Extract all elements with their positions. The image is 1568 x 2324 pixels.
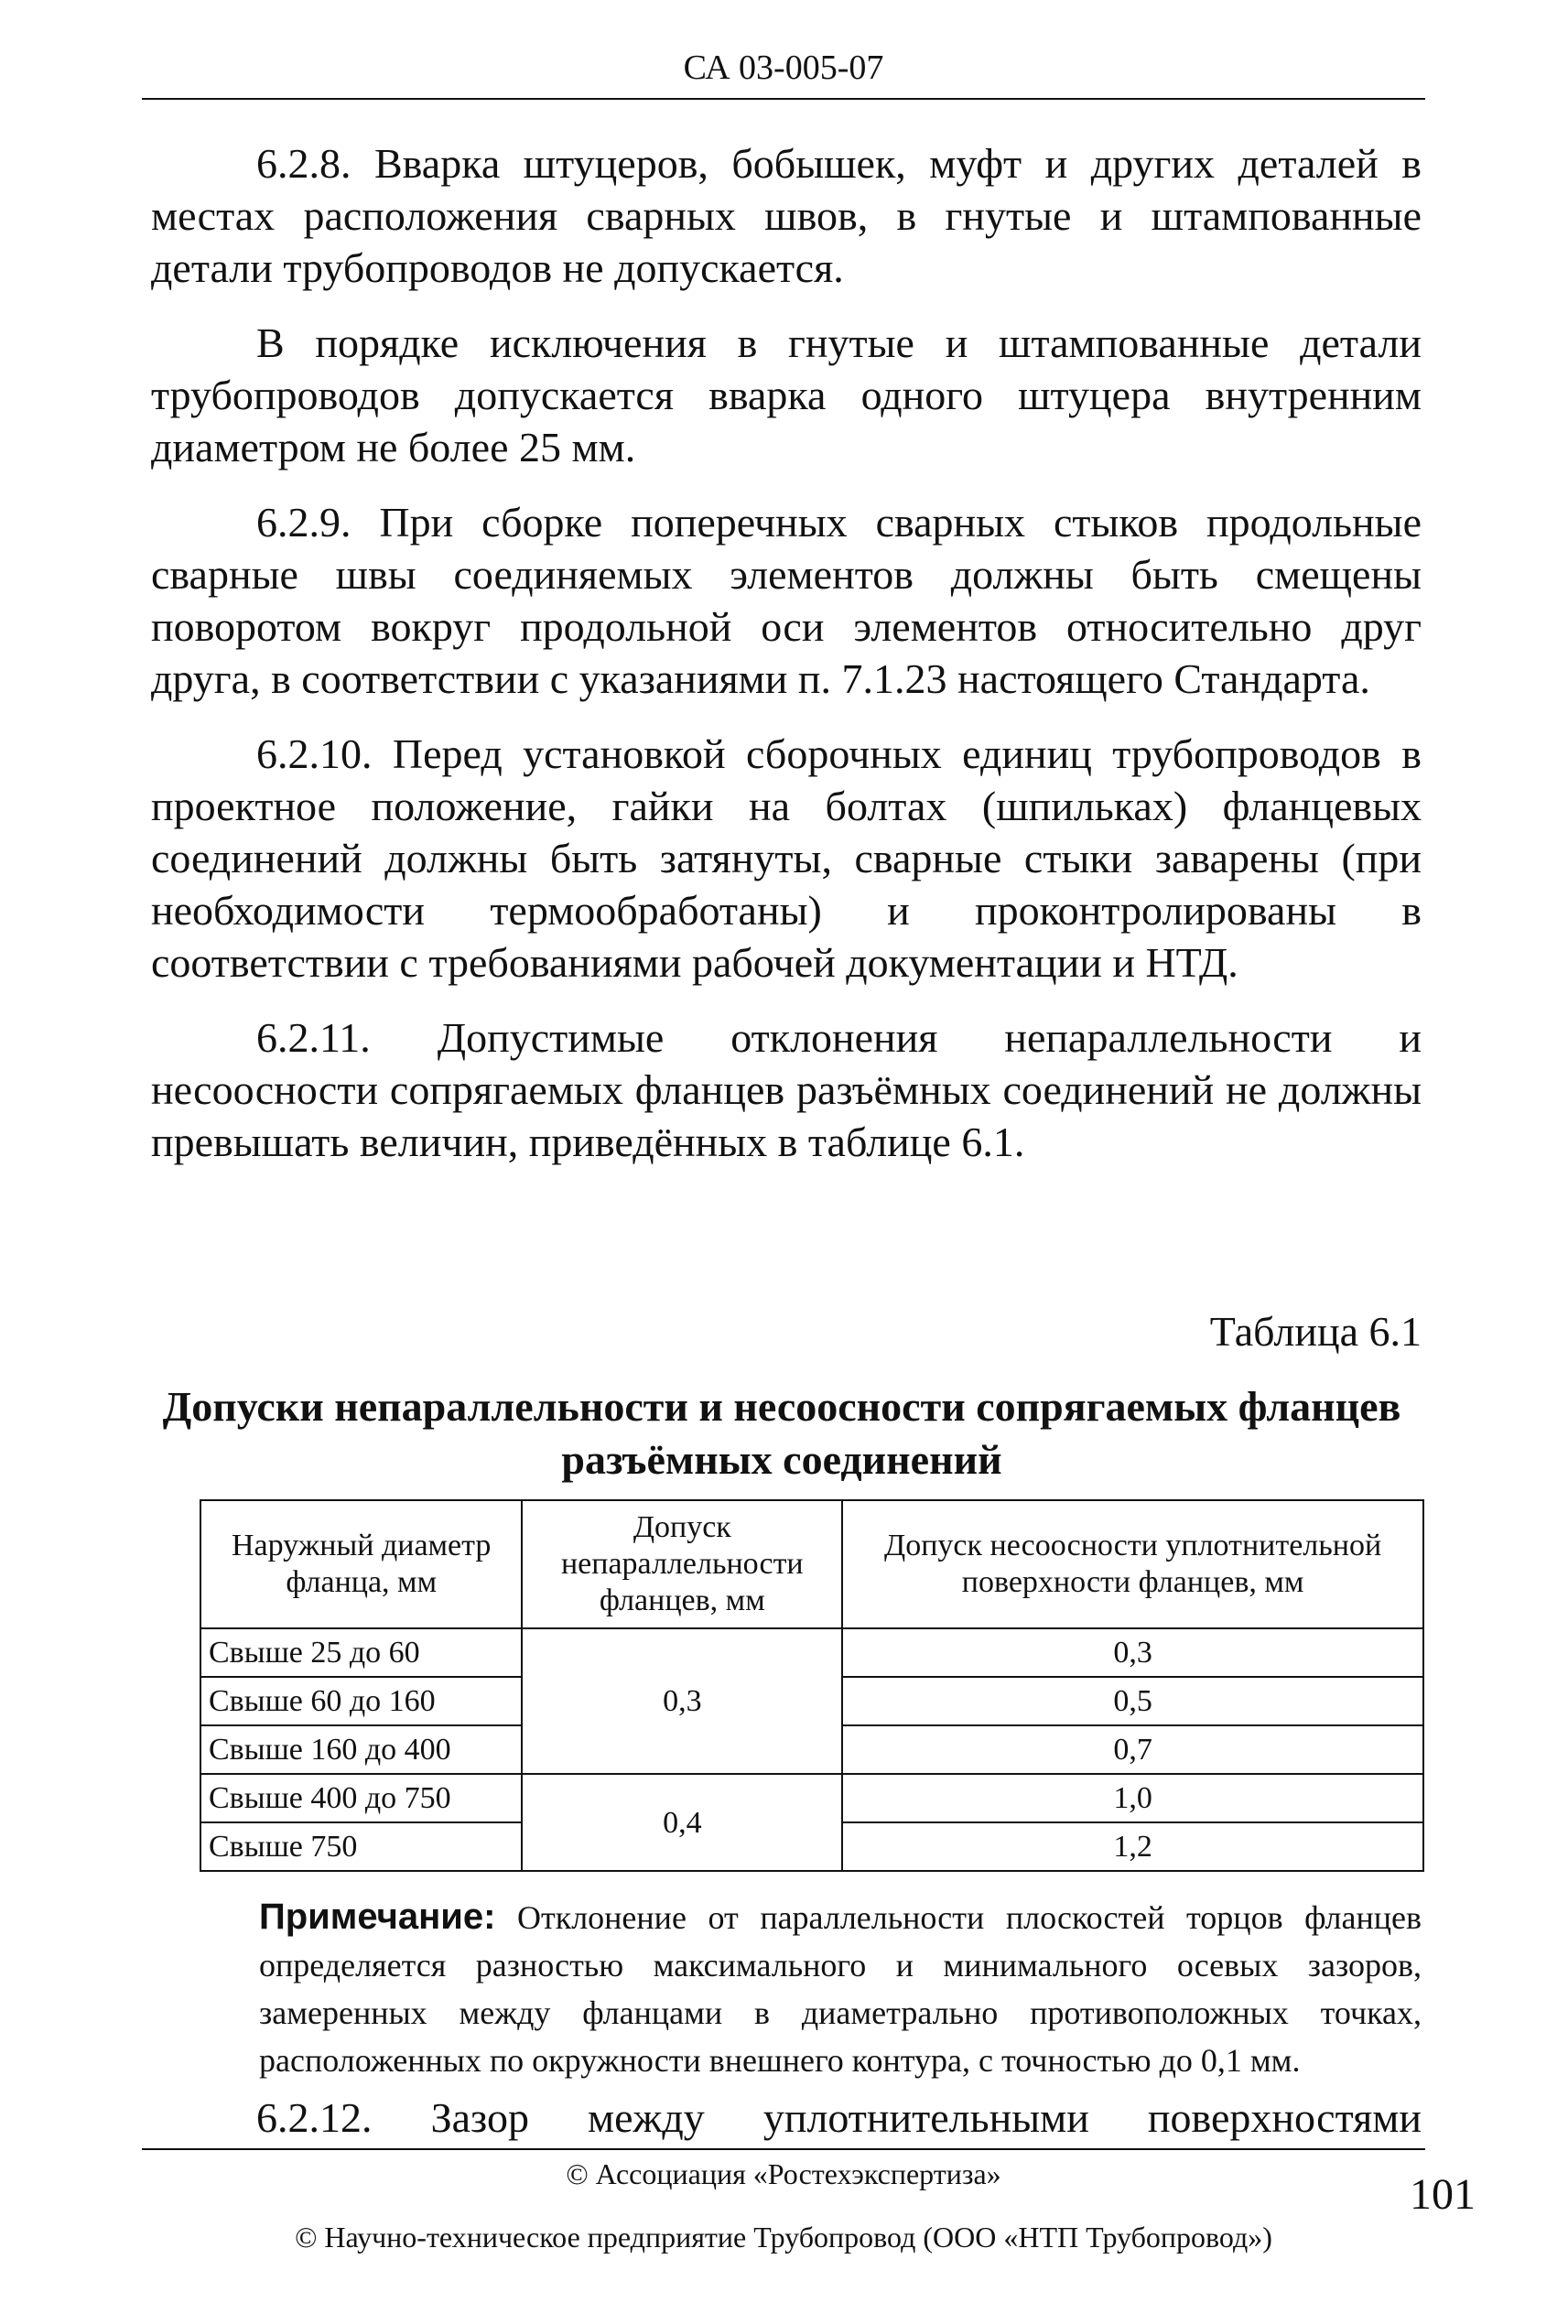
footer-publisher: © Научно-техническое предприятие Трубопровод (ООО «НТП Трубопровод») [295, 2221, 1272, 2254]
header-rule [142, 98, 1425, 100]
body-text [151, 137, 1422, 1191]
paragraph-6-2-9: 6.2.9. При сборке поперечных сварных стыков продольные сварные швы соединяемых элементов должны быть смещены поворотом вокруг продольной оси элементов относительно друг друга, в соответствии с указаниями п. 7.1.23 настоящего Стандарта. [151, 499, 1422, 702]
alignment-cell: 0,3 [842, 1628, 1423, 1677]
table-row [200, 1628, 1423, 1677]
parallelism-cell: 0,3 [522, 1628, 842, 1774]
header-alignment: Допуск несоосности уплотнительной поверхности фланцев, мм [842, 1500, 1423, 1628]
paragraph-6-2-11: 6.2.11. Допустимые отклонения непараллельности и несоосности сопрягаемых фланцев разъёмных соединений не должны превышать величин, приведённых в таблице 6.1. [151, 1014, 1422, 1165]
note-label: Примечание: [259, 1897, 496, 1937]
note-text: Отклонение от параллельности плоскостей торцов фланцев определяется разностью максимального и минимального осевых зазоров, замеренных между фланцами в диаметрально противоположных точках, расположенных по окружности внешнего контура, с точностью до 0,1 мм. [259, 1899, 1422, 2079]
last-line-word: уплотнительными [762, 2094, 1089, 2141]
diameter-cell: Свыше 25 до 60 [200, 1628, 522, 1677]
table-title: Допуски непараллельности и несоосности сопрягаемых фланцев разъёмных соединений [162, 1383, 1401, 1483]
last-line-word: 6.2.12. [256, 2094, 373, 2141]
table-row [200, 1774, 1423, 1822]
paragraph-6-2-8: 6.2.8. Вварка штуцеров, бобышек, муфт и других деталей в местах расположения сварных швов, в гнутые и штампованные детали трубопроводов не допускается. [151, 140, 1422, 291]
tolerance-table [200, 1499, 1424, 1872]
footer-association: © Ассоциация «Ростехэкспертиза» [566, 2157, 1001, 2190]
diameter-cell: Свыше 160 до 400 [200, 1725, 522, 1774]
footer-rule [142, 2148, 1425, 2150]
diameter-cell: Свыше 400 до 750 [200, 1774, 522, 1822]
parallelism-cell: 0,4 [522, 1774, 842, 1871]
header-diameter: Наружный диаметр фланца, мм [200, 1500, 522, 1628]
alignment-cell: 0,5 [842, 1677, 1423, 1725]
paragraph-6-2-10: 6.2.10. Перед установкой сборочных единиц трубопроводов в проектное положение, гайки на болтах (шпильках) фланцевых соединений должны быть затянуты, сварные стыки заварены (при необходимости термообработаны) и проконтролированы в соответствии с требованиями рабочей документации и НТД. [151, 730, 1422, 986]
alignment-cell: 1,0 [842, 1774, 1423, 1822]
paragraph-exception: В порядке исключения в гнутые и штампованные детали трубопроводов допускается вварка одного штуцера внутренним диаметром не более 25 мм. [151, 319, 1422, 470]
header-parallelism: Допуск непараллельности фланцев, мм [522, 1500, 842, 1628]
table-header-row [200, 1500, 1423, 1628]
table-label: Таблица 6.1 [1209, 1308, 1422, 1355]
alignment-cell: 0,7 [842, 1725, 1423, 1774]
page-number: 101 [1410, 2170, 1476, 2219]
alignment-cell: 1,2 [842, 1822, 1423, 1871]
last-line-word: Зазор [430, 2094, 529, 2141]
table-note [259, 1893, 1422, 2084]
document-code: СА 03-005-07 [683, 49, 884, 87]
diameter-cell: Свыше 60 до 160 [200, 1677, 522, 1725]
last-line-word: поверхностями [1147, 2094, 1422, 2141]
last-line-word: между [588, 2094, 705, 2141]
paragraph-6-2-12-start [256, 2092, 1422, 2144]
diameter-cell: Свыше 750 [200, 1822, 522, 1871]
